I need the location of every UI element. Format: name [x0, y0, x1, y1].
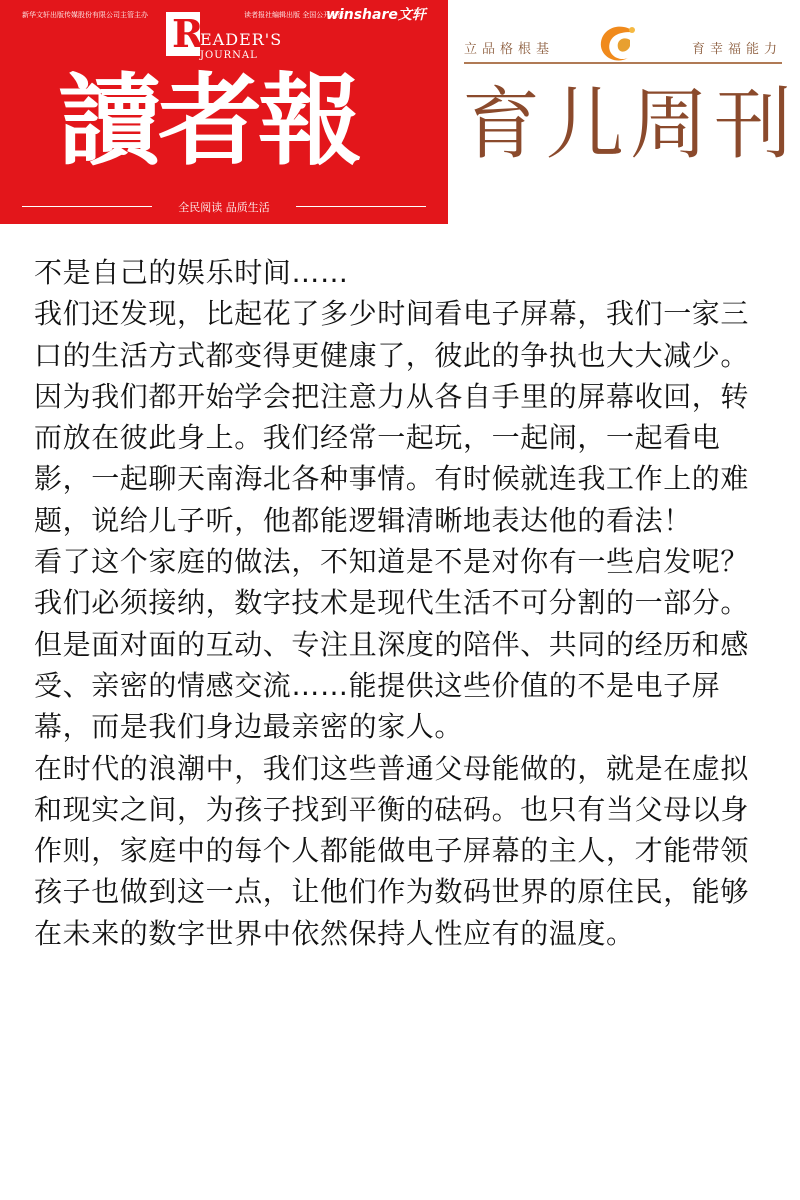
- journal-logo-text: JOURNAL: [200, 50, 258, 61]
- publisher-note: 新华文轩出版传媒股份有限公司主管主办: [22, 11, 148, 19]
- brand-title: 育儿周刊: [462, 80, 799, 170]
- winshare-logo: winshare文轩: [326, 7, 426, 23]
- readers-logo-initial: R: [172, 11, 204, 56]
- paragraph: 看了这个家庭的做法，不知道是不是对你有一些启发呢？: [34, 545, 750, 579]
- paragraph: 我们还发现，比起花了多少时间看电子屏幕，我们一家三口的生活方式都变得更健康了，彼此的争执也大大减少。因为我们都开始学会把注意力从各自手里的屏幕收回，转而放在彼此身上。我们经常一起玩，一起闹，一起看电影，一起聊天南海北各种事情。有时候就连我工作上的难题，说给儿子听，他都能逻辑清晰地表达他的看法！: [34, 297, 750, 537]
- brand-slogan-left: 立品格根基: [464, 42, 555, 57]
- paragraph: 我们必须接纳，数字技术是现代生活不可分割的一部分。但是面对面的互动、专注且深度的陪伴、共同的经历和感受、亲密的情感交流……能提供这些价值的不是电子屏幕，而是我们身边最亲密的家人。: [34, 586, 750, 744]
- paragraph: 在时代的浪潮中，我们这些普通父母能做的，就是在虚拟和现实之间，为孩子找到平衡的砝码。也只有当父母以身作则，家庭中的每个人都能做电子屏幕的主人，才能带领孩子也做到这一点，让他们作为数码世界的原住民，能够在未来的数字世界中依然保持人性应有的温度。: [34, 751, 750, 950]
- brand-slogan-right: 育幸福能力: [691, 42, 782, 57]
- readers-journal-masthead: [0, 0, 448, 224]
- issuer-note: 读者报社编辑出版 全国公开发行: [244, 11, 345, 19]
- paragraph: 不是自己的娱乐时间……: [34, 256, 349, 289]
- article-body: [34, 252, 774, 954]
- brand-swirl-icon: [596, 22, 640, 66]
- masthead-slogan: 全民阅读 品质生活: [178, 201, 270, 214]
- masthead-title: 讀者報: [58, 62, 359, 179]
- readers-logo-text: EADER'S: [200, 30, 283, 49]
